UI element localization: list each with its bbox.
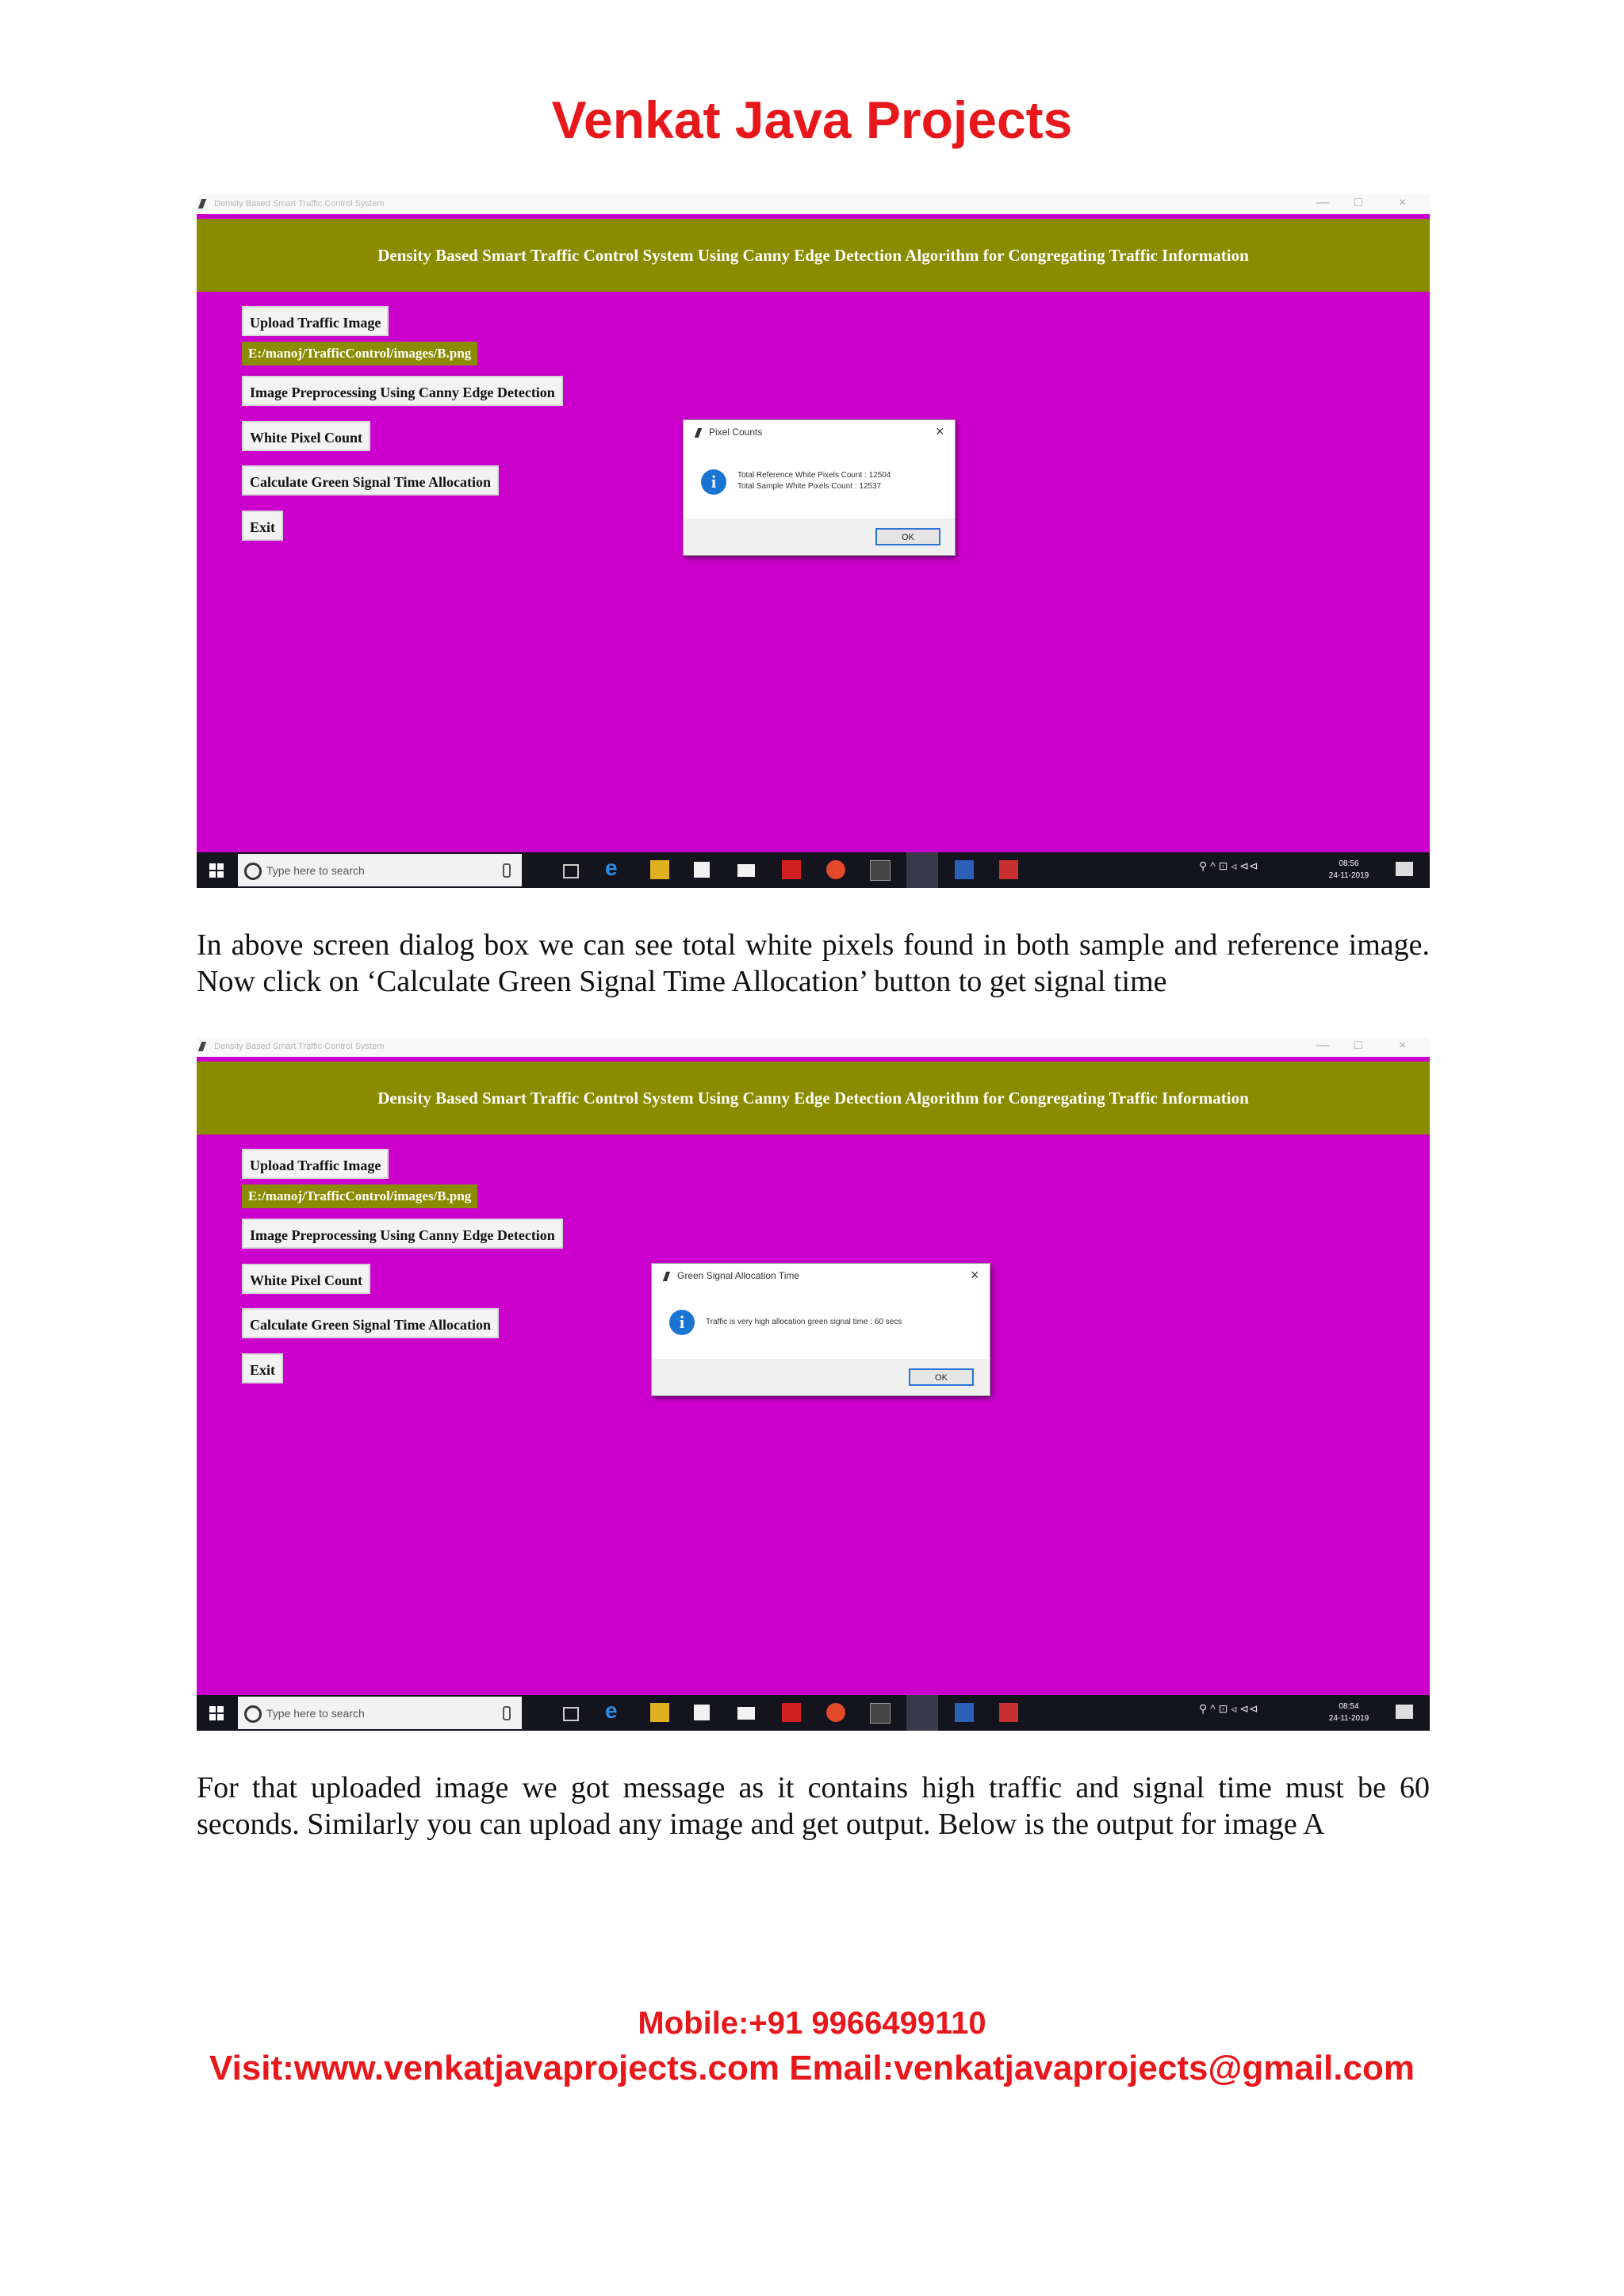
taskbar-search[interactable] bbox=[238, 854, 522, 886]
paragraph-1: In above screen dialog box we can see total white pixels found in both sample and reference image. Now click on ‘Calculate Green Signal Time Allocation’ button to get signal time bbox=[197, 928, 1430, 998]
chrome-icon[interactable] bbox=[826, 860, 845, 879]
paint-icon[interactable] bbox=[999, 1703, 1018, 1722]
clock-date: 24-11-2019 bbox=[1328, 871, 1369, 880]
microphone-icon[interactable] bbox=[503, 1706, 511, 1720]
screenshot-green-signal bbox=[197, 1037, 1430, 1731]
edge-browser-icon[interactable]: e bbox=[605, 855, 618, 880]
python-icon[interactable] bbox=[906, 1695, 938, 1731]
clock-time: 08:54 bbox=[1339, 1702, 1359, 1711]
windows-taskbar bbox=[197, 1695, 1430, 1731]
store-icon[interactable] bbox=[694, 1705, 710, 1720]
taskbar-clock bbox=[1321, 858, 1377, 882]
notification-icon[interactable] bbox=[1396, 862, 1413, 876]
maximize-button[interactable]: □ bbox=[1354, 1039, 1362, 1052]
minimize-button[interactable]: — bbox=[1316, 196, 1329, 209]
screenshot-pixel-counts bbox=[197, 194, 1430, 888]
image-path-label: E:/manoj/TrafficControl/images/B.png bbox=[242, 1184, 477, 1208]
page-title: Venkat Java Projects bbox=[551, 90, 1073, 149]
ok-button[interactable]: OK bbox=[909, 1368, 974, 1386]
window-icon bbox=[198, 1042, 206, 1051]
window-titlebar bbox=[197, 1037, 1430, 1057]
dialog-message-line-1: Total Reference White Pixels Count : 12504 bbox=[737, 471, 891, 480]
notification-icon[interactable] bbox=[1396, 1705, 1413, 1719]
dialog-footer bbox=[684, 519, 955, 555]
dialog-close-button[interactable]: × bbox=[936, 423, 944, 439]
app-banner: Density Based Smart Traffic Control System Using Canny Edge Detection Algorithm for Congregating Traffic Information bbox=[197, 1062, 1430, 1135]
search-placeholder: Type here to search bbox=[266, 864, 365, 877]
maximize-button[interactable]: □ bbox=[1354, 196, 1362, 209]
clock-time: 08:56 bbox=[1339, 859, 1359, 868]
dialog-message: Traffic is very high allocation green signal time : 60 secs bbox=[706, 1318, 902, 1326]
upload-traffic-image-button[interactable]: Upload Traffic Image bbox=[242, 306, 389, 336]
word-icon[interactable] bbox=[955, 860, 974, 879]
file-explorer-icon[interactable] bbox=[650, 860, 669, 879]
preprocessing-button[interactable]: Image Preprocessing Using Canny Edge Detection bbox=[242, 1219, 563, 1249]
terminal-icon[interactable] bbox=[870, 860, 891, 881]
clock-date: 24-11-2019 bbox=[1328, 1714, 1369, 1723]
white-pixel-count-button[interactable]: White Pixel Count bbox=[242, 1264, 370, 1294]
dialog-footer bbox=[652, 1359, 990, 1395]
pdf-icon[interactable] bbox=[782, 860, 801, 879]
app-content bbox=[197, 292, 1430, 852]
python-icon[interactable] bbox=[906, 852, 938, 888]
mail-icon[interactable] bbox=[737, 1707, 755, 1720]
app-content bbox=[197, 1135, 1430, 1695]
store-icon[interactable] bbox=[694, 862, 710, 878]
ok-button[interactable]: OK bbox=[875, 528, 940, 545]
minimize-button[interactable]: — bbox=[1316, 1039, 1329, 1052]
chrome-icon[interactable] bbox=[826, 1703, 845, 1722]
green-signal-dialog bbox=[651, 1263, 990, 1396]
dialog-title: Pixel Counts bbox=[709, 427, 763, 438]
window-icon bbox=[198, 199, 206, 209]
dialog-app-icon bbox=[695, 428, 702, 438]
task-view-icon[interactable] bbox=[563, 1707, 579, 1721]
window-titlebar bbox=[197, 194, 1430, 214]
windows-logo-icon[interactable] bbox=[209, 1706, 224, 1720]
paint-icon[interactable] bbox=[999, 860, 1018, 879]
microphone-icon[interactable] bbox=[503, 863, 511, 878]
file-explorer-icon[interactable] bbox=[650, 1703, 669, 1722]
info-icon: i bbox=[669, 1310, 695, 1335]
footer-contact: Visit:www.venkatjavaprojects.com Email:venkatjavaprojects@gmail.com bbox=[209, 2049, 1415, 2087]
search-icon bbox=[244, 1705, 262, 1723]
pixel-counts-dialog bbox=[683, 419, 956, 556]
dialog-close-button[interactable]: × bbox=[971, 1267, 979, 1283]
system-tray[interactable]: ⚲ ^ ⊡ ◃ ⊲⊲ bbox=[1199, 1702, 1258, 1715]
dialog-title: Green Signal Allocation Time bbox=[677, 1270, 800, 1281]
dialog-message-line-2: Total Sample White Pixels Count : 12537 bbox=[737, 482, 882, 491]
close-window-button[interactable]: × bbox=[1399, 1039, 1407, 1052]
calculate-green-signal-button[interactable]: Calculate Green Signal Time Allocation bbox=[242, 1308, 499, 1338]
paragraph-2: For that uploaded image we got message as it contains high traffic and signal time must be 60 seconds. Similarly you can upload any image and get output. Below is the output for image A bbox=[197, 1771, 1430, 1841]
footer-mobile: Mobile:+91 9966499110 bbox=[638, 2006, 986, 2041]
taskbar-clock bbox=[1321, 1701, 1377, 1724]
exit-button[interactable]: Exit bbox=[242, 1353, 283, 1383]
close-window-button[interactable]: × bbox=[1399, 196, 1407, 209]
white-pixel-count-button[interactable]: White Pixel Count bbox=[242, 421, 370, 451]
exit-button[interactable]: Exit bbox=[242, 511, 283, 541]
search-placeholder: Type here to search bbox=[266, 1707, 365, 1720]
info-icon: i bbox=[701, 469, 726, 495]
dialog-app-icon bbox=[663, 1272, 670, 1281]
terminal-icon[interactable] bbox=[870, 1703, 891, 1724]
pdf-icon[interactable] bbox=[782, 1703, 801, 1722]
calculate-green-signal-button[interactable]: Calculate Green Signal Time Allocation bbox=[242, 465, 499, 496]
windows-logo-icon[interactable] bbox=[209, 863, 224, 878]
window-title: Density Based Smart Traffic Control System bbox=[214, 199, 385, 209]
mail-icon[interactable] bbox=[737, 864, 755, 877]
app-banner: Density Based Smart Traffic Control System Using Canny Edge Detection Algorithm for Congregating Traffic Information bbox=[197, 219, 1430, 292]
search-icon bbox=[244, 863, 262, 880]
word-icon[interactable] bbox=[955, 1703, 974, 1722]
image-path-label: E:/manoj/TrafficControl/images/B.png bbox=[242, 342, 477, 365]
windows-taskbar bbox=[197, 852, 1430, 888]
task-view-icon[interactable] bbox=[563, 864, 579, 878]
preprocessing-button[interactable]: Image Preprocessing Using Canny Edge Detection bbox=[242, 376, 563, 406]
upload-traffic-image-button[interactable]: Upload Traffic Image bbox=[242, 1149, 389, 1179]
system-tray[interactable]: ⚲ ^ ⊡ ◃ ⊲⊲ bbox=[1199, 859, 1258, 872]
taskbar-search[interactable] bbox=[238, 1697, 522, 1729]
window-title: Density Based Smart Traffic Control System bbox=[214, 1042, 385, 1051]
edge-browser-icon[interactable]: e bbox=[605, 1698, 618, 1723]
